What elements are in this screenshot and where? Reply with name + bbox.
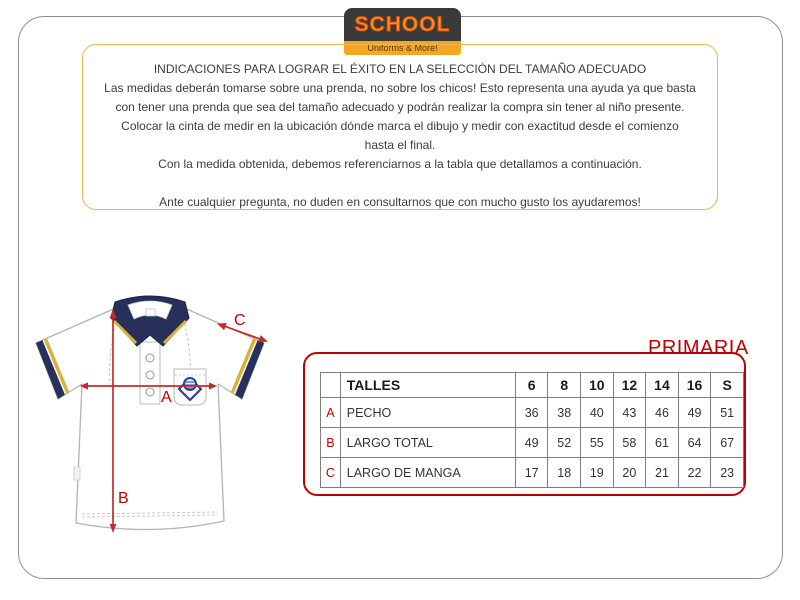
table-cell: 55 [580, 428, 613, 458]
instruction-line: Ante cualquier pregunta, no duden en consultarnos que con mucho gusto los ayudaremos! [159, 195, 641, 209]
instruction-line: con tener una prenda que sea del tamaño adecuado y podrán realizar la compra sin tener al niño presente. [115, 100, 685, 114]
size-column-header: 8 [548, 373, 581, 398]
size-column-header: 12 [613, 373, 646, 398]
table-header-label: TALLES [340, 373, 515, 398]
row-label: LARGO TOTAL [340, 428, 515, 458]
button [146, 354, 154, 362]
table-row [321, 458, 744, 488]
logo-title: SCHOOL [344, 8, 461, 41]
size-table-box [303, 352, 746, 496]
measure-label-c: C [234, 312, 246, 329]
shirt-body [36, 307, 264, 530]
table-cell: 61 [646, 428, 679, 458]
table-cell: 46 [646, 398, 679, 428]
row-letter: A [321, 398, 341, 428]
table-cell: 49 [678, 398, 711, 428]
measure-label-a: A [161, 389, 172, 406]
row-letter: C [321, 458, 341, 488]
table-cell: 23 [711, 458, 744, 488]
table-cell: 22 [678, 458, 711, 488]
instruction-line [83, 174, 717, 193]
table-cell: 64 [678, 428, 711, 458]
table-cell: 43 [613, 398, 646, 428]
table-cell: 20 [613, 458, 646, 488]
table-cell: 67 [711, 428, 744, 458]
instruction-line: Las medidas deberán tomarse sobre una prenda, no sobre los chicos! Esto representa una ayuda ya que basta [104, 81, 696, 95]
table-header-row [321, 373, 744, 398]
size-column-header: 14 [646, 373, 679, 398]
instruction-line: INDICACIONES PARA LOGRAR EL ÉXITO EN LA SELECCIÓN DEL TAMAÑO ADECUADO [153, 62, 647, 76]
neck-tag [146, 309, 155, 316]
table-row [321, 428, 744, 458]
table-corner-cell [321, 373, 341, 398]
button [146, 371, 154, 379]
size-column-header: S [711, 373, 744, 398]
button [146, 388, 154, 396]
size-column-header: 10 [580, 373, 613, 398]
table-cell: 18 [548, 458, 581, 488]
instruction-line: hasta el final. [364, 138, 436, 152]
polo-shirt-diagram [28, 285, 288, 555]
row-label: PECHO [340, 398, 515, 428]
instruction-line: Colocar la cinta de medir en la ubicación dónde marca el dibujo y medir con exactitud desde el comienzo [121, 119, 679, 133]
size-column-header: 6 [515, 373, 548, 398]
size-table [320, 372, 744, 488]
table-cell: 58 [613, 428, 646, 458]
table-cell: 51 [711, 398, 744, 428]
side-tag [74, 467, 80, 480]
table-cell: 21 [646, 458, 679, 488]
table-cell: 40 [580, 398, 613, 428]
table-cell: 19 [580, 458, 613, 488]
logo-subtitle: Uniforms & More! [344, 41, 461, 55]
measure-label-b: B [118, 490, 129, 507]
table-cell: 36 [515, 398, 548, 428]
size-column-header: 16 [678, 373, 711, 398]
table-cell: 49 [515, 428, 548, 458]
table-cell: 38 [548, 398, 581, 428]
instructions-box [82, 44, 718, 210]
instruction-line: Con la medida obtenida, debemos referenciarnos a la tabla que detallamos a continuación. [158, 157, 642, 171]
section-label: PRIMARIA [648, 337, 749, 359]
table-row [321, 398, 744, 428]
row-label: LARGO DE MANGA [340, 458, 515, 488]
table-cell: 52 [548, 428, 581, 458]
table-cell: 17 [515, 458, 548, 488]
row-letter: B [321, 428, 341, 458]
